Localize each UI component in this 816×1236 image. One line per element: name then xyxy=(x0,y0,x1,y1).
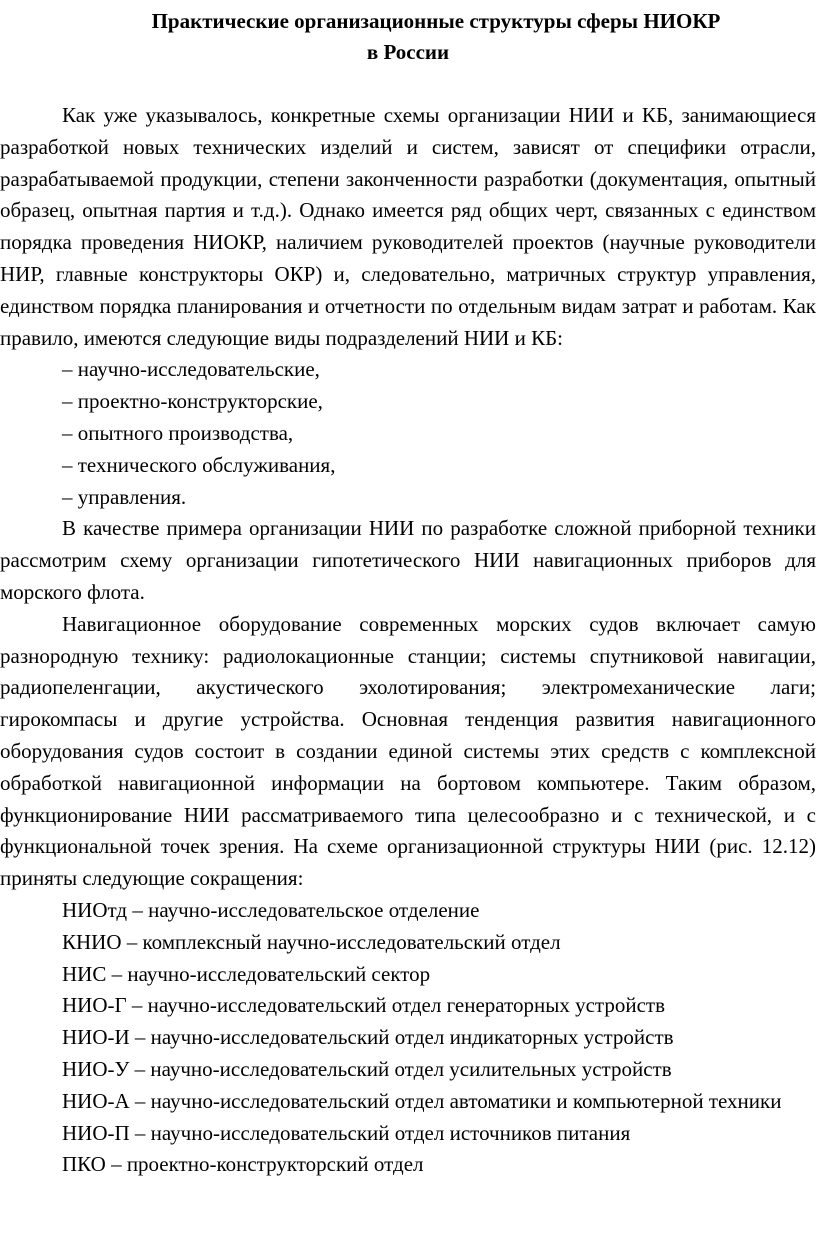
paragraph-navigation: Навигационное оборудование современных морских судов включает самую разнородную технику: радиолокационные станции; системы спутниковой навигации, радиопеленгации, акустического эхолотирования; электромеханические лаги; гирокомпасы и другие устройства. Основная тенденция развития навигационного оборудования судов состоит в создании единой системы этих средств с комплексной обработкой навигационной информации на бортовом компьютере. Таким образом, функционирование НИИ рассматриваемого типа целесообразно и с технической, и с функциональной точек зрения. На схеме организационной структуры НИИ (рис. 12.12) приняты следующие сокращения: xyxy=(0,611,816,891)
document-title xyxy=(0,6,816,68)
title-line-1: Практические организационные структуры сферы НИОКР xyxy=(151,9,721,33)
list-item: – опытного производства, xyxy=(62,420,294,445)
title-line-2: в России xyxy=(366,40,450,64)
list-item: – управления. xyxy=(62,484,187,509)
paragraph-intro: Как уже указывалось, конкретные схемы организации НИИ и КБ, занимающиеся разработкой новых технических изделий и систем, зависят от специфики отрасли, разрабатываемой продукции, степени законченности разработки (документация, опытный образец, опытная партия и т.д.). Однако имеется ряд общих черт, связанных с единством порядка проведения НИОКР, наличием руководителей проектов (научные руководители НИР, главные конструкторы ОКР) и, следовательно, матричных структур управления, единством порядка планирования и отчетности по отдельным видам затрат и работам. Как правило, имеются следующие виды подразделений НИИ и КБ: xyxy=(0,103,816,350)
abbreviation-item: НИОтд – научно-исследовательское отделение xyxy=(62,897,480,922)
list-item: – научно-исследовательские, xyxy=(62,357,320,382)
abbreviation-item: НИО-А – научно-исследовательский отдел автоматики и компьютерной техники xyxy=(62,1088,782,1113)
abbreviation-item: НИО-П – научно-исследовательский отдел источников питания xyxy=(62,1120,631,1145)
abbreviation-item: КНИО – комплексный научно-исследовательский отдел xyxy=(62,929,561,954)
list-item: – технического обслуживания, xyxy=(62,452,336,477)
list-item: – проектно-конструкторские, xyxy=(62,389,323,414)
abbreviation-item: ПКО – проектно-конструкторский отдел xyxy=(62,1152,424,1177)
abbreviation-item: НИО-У – научно-исследовательский отдел усилительных устройств xyxy=(62,1056,672,1081)
abbreviation-item: НИС – научно-исследовательский сектор xyxy=(62,961,431,986)
abbreviation-item: НИО-Г – научно-исследовательский отдел генераторных устройств xyxy=(62,993,665,1018)
abbreviation-item: НИО-И – научно-исследовательский отдел индикаторных устройств xyxy=(62,1025,674,1050)
paragraph-example: В качестве примера организации НИИ по разработке сложной приборной техники рассмотрим схему организации гипотетического НИИ навигационных приборов для морского флота. xyxy=(0,516,816,604)
